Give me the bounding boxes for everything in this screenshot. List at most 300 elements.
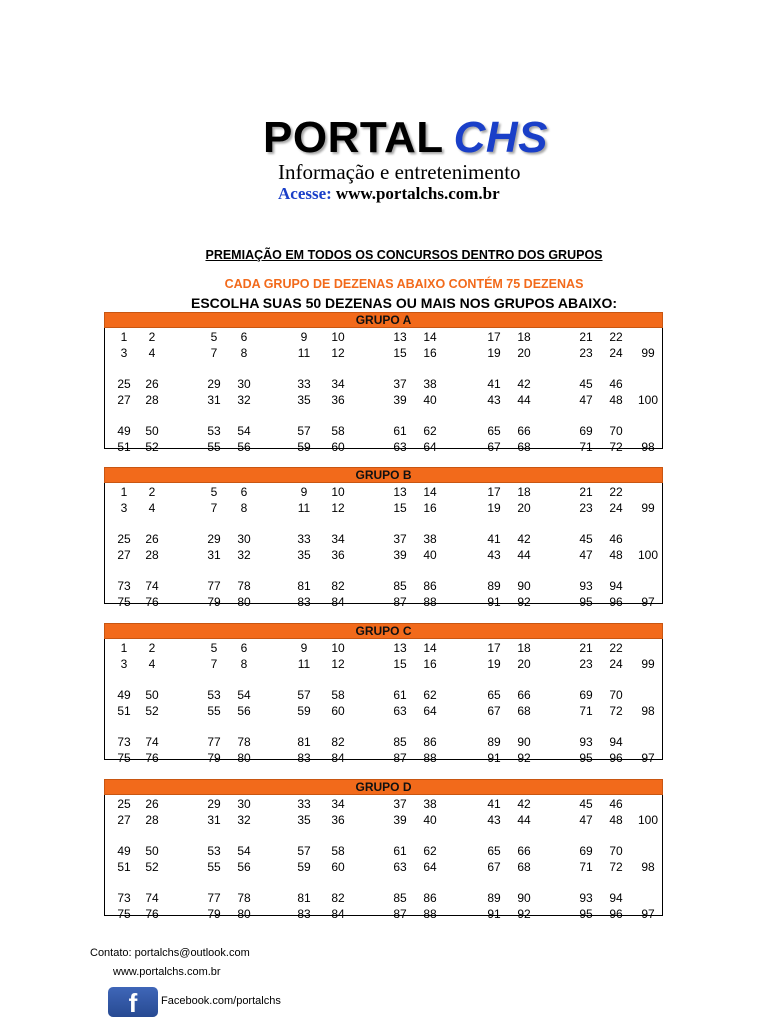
number-cell: 88 (423, 751, 437, 765)
number-cell: 38 (423, 797, 437, 811)
number-cell: 87 (393, 595, 407, 609)
number-cell: 22 (609, 330, 623, 344)
number-cell: 78 (237, 579, 251, 593)
group-title: GRUPO A (104, 312, 663, 328)
number-cell: 97 (641, 907, 655, 921)
number-cell: 42 (517, 797, 531, 811)
number-cell: 52 (145, 440, 159, 454)
number-cell: 36 (331, 813, 345, 827)
number-cell: 69 (579, 844, 593, 858)
group-numbers (104, 483, 663, 609)
number-cell: 47 (579, 393, 593, 407)
number-cell: 30 (237, 797, 251, 811)
number-cell: 53 (207, 688, 221, 702)
number-cell: 59 (297, 860, 311, 874)
number-cell: 59 (297, 704, 311, 718)
number-cell: 27 (117, 548, 131, 562)
number-cell: 97 (641, 595, 655, 609)
number-cell: 44 (517, 548, 531, 562)
logo-title-portal: PORTAL (263, 113, 444, 162)
number-cell: 5 (210, 485, 218, 499)
number-cell: 29 (207, 377, 221, 391)
number-cell: 72 (609, 704, 623, 718)
number-cell: 98 (641, 440, 655, 454)
number-cell: 33 (297, 377, 311, 391)
number-cell: 80 (237, 907, 251, 921)
number-cell: 76 (145, 751, 159, 765)
number-cell: 70 (609, 844, 623, 858)
logo-subtitle: Informação e entretenimento (278, 160, 521, 184)
number-cell: 7 (210, 657, 218, 671)
number-cell: 15 (393, 346, 407, 360)
number-cell: 13 (393, 485, 407, 499)
number-cell: 6 (240, 485, 248, 499)
number-cell: 86 (423, 579, 437, 593)
number-cell: 77 (207, 891, 221, 905)
number-cell: 10 (331, 485, 345, 499)
number-cell: 57 (297, 424, 311, 438)
headline-instructions: ESCOLHA SUAS 50 DEZENAS OU MAIS NOS GRUPOS ABAIXO: (190, 295, 617, 311)
number-cell: 81 (297, 891, 311, 905)
number-cell: 11 (297, 501, 311, 515)
number-cell: 22 (609, 641, 623, 655)
number-cell: 33 (297, 797, 311, 811)
number-cell: 39 (393, 813, 407, 827)
number-cell: 83 (297, 907, 311, 921)
number-cell: 67 (487, 704, 501, 718)
group-b (104, 467, 663, 609)
number-cell: 65 (487, 844, 501, 858)
number-cell: 14 (423, 641, 437, 655)
number-cell: 74 (145, 579, 159, 593)
number-cell: 99 (641, 657, 655, 671)
footer-contact[interactable]: Contato: portalchs@outlook.com (90, 947, 250, 959)
number-cell: 23 (579, 501, 593, 515)
number-cell: 40 (423, 813, 437, 827)
number-cell: 24 (609, 501, 623, 515)
number-cell: 86 (423, 891, 437, 905)
number-cell: 34 (331, 377, 345, 391)
number-cell: 18 (517, 485, 531, 499)
number-cell: 84 (331, 907, 345, 921)
number-cell: 44 (517, 813, 531, 827)
number-cell: 39 (393, 393, 407, 407)
number-cell: 28 (145, 548, 159, 562)
number-cell: 74 (145, 735, 159, 749)
number-cell: 77 (207, 579, 221, 593)
number-cell: 61 (393, 424, 407, 438)
number-cell: 7 (210, 501, 218, 515)
number-cell: 51 (117, 704, 131, 718)
number-cell: 58 (331, 424, 345, 438)
number-cell: 74 (145, 891, 159, 905)
number-cell: 10 (331, 641, 345, 655)
number-cell: 46 (609, 797, 623, 811)
number-cell: 59 (297, 440, 311, 454)
number-cell: 99 (641, 501, 655, 515)
number-cell: 45 (579, 532, 593, 546)
number-cell: 9 (300, 330, 308, 344)
number-cell: 4 (148, 346, 156, 360)
number-cell: 15 (393, 657, 407, 671)
number-cell: 71 (579, 440, 593, 454)
number-cell: 2 (148, 641, 156, 655)
number-cell: 1 (120, 641, 128, 655)
number-cell: 65 (487, 688, 501, 702)
number-cell: 49 (117, 688, 131, 702)
facebook-icon[interactable]: f (108, 987, 158, 1017)
headline-premiacao: PREMIAÇÃO EM TODOS OS CONCURSOS DENTRO DOS GRUPOS (205, 248, 603, 262)
number-cell: 71 (579, 860, 593, 874)
number-cell: 70 (609, 688, 623, 702)
number-cell: 38 (423, 377, 437, 391)
number-cell: 83 (297, 751, 311, 765)
number-cell: 4 (148, 657, 156, 671)
number-cell: 14 (423, 485, 437, 499)
number-cell: 75 (117, 595, 131, 609)
number-cell: 16 (423, 657, 437, 671)
number-cell: 13 (393, 641, 407, 655)
logo-url (278, 184, 500, 204)
number-cell: 21 (579, 485, 593, 499)
number-cell: 90 (517, 891, 531, 905)
number-cell: 54 (237, 844, 251, 858)
number-cell: 80 (237, 751, 251, 765)
number-cell: 98 (641, 860, 655, 874)
number-cell: 32 (237, 393, 251, 407)
number-cell: 35 (297, 548, 311, 562)
number-cell: 91 (487, 907, 501, 921)
number-cell: 66 (517, 424, 531, 438)
number-cell: 94 (609, 891, 623, 905)
number-cell: 16 (423, 346, 437, 360)
number-cell: 77 (207, 735, 221, 749)
number-cell: 18 (517, 330, 531, 344)
number-cell: 64 (423, 440, 437, 454)
number-cell: 56 (237, 704, 251, 718)
number-cell: 27 (117, 813, 131, 827)
number-cell: 46 (609, 532, 623, 546)
number-cell: 17 (487, 330, 501, 344)
number-cell: 18 (517, 641, 531, 655)
number-cell: 72 (609, 860, 623, 874)
number-cell: 21 (579, 641, 593, 655)
number-cell: 37 (393, 532, 407, 546)
number-cell: 42 (517, 532, 531, 546)
number-cell: 13 (393, 330, 407, 344)
number-cell: 82 (331, 735, 345, 749)
number-cell: 90 (517, 579, 531, 593)
number-cell: 46 (609, 377, 623, 391)
number-cell: 63 (393, 704, 407, 718)
number-cell: 14 (423, 330, 437, 344)
number-cell: 95 (579, 751, 593, 765)
number-cell: 84 (331, 595, 345, 609)
number-cell: 92 (517, 907, 531, 921)
number-cell: 26 (145, 377, 159, 391)
number-cell: 37 (393, 377, 407, 391)
number-cell: 38 (423, 532, 437, 546)
number-cell: 31 (207, 393, 221, 407)
number-cell: 97 (641, 751, 655, 765)
number-cell: 55 (207, 704, 221, 718)
number-cell: 53 (207, 844, 221, 858)
number-cell: 49 (117, 424, 131, 438)
group-numbers (104, 639, 663, 765)
number-cell: 62 (423, 844, 437, 858)
group-title: GRUPO D (104, 779, 663, 795)
number-cell: 92 (517, 751, 531, 765)
number-cell: 9 (300, 641, 308, 655)
number-cell: 56 (237, 860, 251, 874)
number-cell: 96 (609, 595, 623, 609)
number-cell: 11 (297, 346, 311, 360)
number-cell: 91 (487, 751, 501, 765)
number-cell: 76 (145, 907, 159, 921)
number-cell: 56 (237, 440, 251, 454)
number-cell: 89 (487, 579, 501, 593)
number-cell: 2 (148, 485, 156, 499)
number-cell: 5 (210, 330, 218, 344)
number-cell: 88 (423, 595, 437, 609)
number-cell: 37 (393, 797, 407, 811)
number-cell: 33 (297, 532, 311, 546)
number-cell: 17 (487, 641, 501, 655)
number-cell: 29 (207, 797, 221, 811)
number-cell: 83 (297, 595, 311, 609)
number-cell: 60 (331, 440, 345, 454)
number-cell: 16 (423, 501, 437, 515)
number-cell: 93 (579, 579, 593, 593)
number-cell: 43 (487, 813, 501, 827)
number-cell: 32 (237, 813, 251, 827)
number-cell: 7 (210, 346, 218, 360)
number-cell: 58 (331, 688, 345, 702)
number-cell: 79 (207, 595, 221, 609)
footer-website[interactable]: www.portalchs.com.br (113, 966, 221, 978)
number-cell: 66 (517, 844, 531, 858)
number-cell: 72 (609, 440, 623, 454)
number-cell: 89 (487, 891, 501, 905)
number-cell: 64 (423, 704, 437, 718)
number-cell: 94 (609, 579, 623, 593)
number-cell: 92 (517, 595, 531, 609)
logo-url-label: Acesse: (278, 184, 332, 203)
number-cell: 55 (207, 860, 221, 874)
number-cell: 50 (145, 844, 159, 858)
number-cell: 8 (240, 501, 248, 515)
number-cell: 87 (393, 907, 407, 921)
number-cell: 51 (117, 440, 131, 454)
number-cell: 86 (423, 735, 437, 749)
number-cell: 6 (240, 641, 248, 655)
number-cell: 85 (393, 891, 407, 905)
number-cell: 84 (331, 751, 345, 765)
number-cell: 57 (297, 688, 311, 702)
number-cell: 88 (423, 907, 437, 921)
number-cell: 60 (331, 704, 345, 718)
number-cell: 52 (145, 860, 159, 874)
number-cell: 34 (331, 532, 345, 546)
number-cell: 25 (117, 377, 131, 391)
number-cell: 57 (297, 844, 311, 858)
group-a (104, 312, 663, 454)
number-cell: 41 (487, 377, 501, 391)
number-cell: 51 (117, 860, 131, 874)
number-cell: 19 (487, 657, 501, 671)
logo-title-chs: CHS (453, 113, 549, 162)
number-cell: 68 (517, 440, 531, 454)
number-cell: 63 (393, 860, 407, 874)
number-cell: 73 (117, 579, 131, 593)
number-cell: 78 (237, 891, 251, 905)
number-cell: 26 (145, 797, 159, 811)
number-cell: 47 (579, 813, 593, 827)
number-cell: 41 (487, 532, 501, 546)
number-cell: 78 (237, 735, 251, 749)
number-cell: 1 (120, 485, 128, 499)
number-cell: 43 (487, 393, 501, 407)
number-cell: 19 (487, 346, 501, 360)
number-cell: 25 (117, 532, 131, 546)
number-cell: 95 (579, 907, 593, 921)
group-d (104, 779, 663, 921)
number-cell: 100 (637, 813, 659, 827)
number-cell: 12 (331, 657, 345, 671)
number-cell: 73 (117, 735, 131, 749)
number-cell: 45 (579, 797, 593, 811)
number-cell: 48 (609, 813, 623, 827)
number-cell: 50 (145, 688, 159, 702)
number-cell: 22 (609, 485, 623, 499)
number-cell: 31 (207, 813, 221, 827)
number-cell: 39 (393, 548, 407, 562)
number-cell: 76 (145, 595, 159, 609)
number-cell: 67 (487, 440, 501, 454)
number-cell: 42 (517, 377, 531, 391)
number-cell: 98 (641, 704, 655, 718)
number-cell: 73 (117, 891, 131, 905)
number-cell: 11 (297, 657, 311, 671)
number-cell: 36 (331, 548, 345, 562)
number-cell: 96 (609, 751, 623, 765)
number-cell: 36 (331, 393, 345, 407)
number-cell: 85 (393, 579, 407, 593)
number-cell: 82 (331, 891, 345, 905)
number-cell: 81 (297, 735, 311, 749)
number-cell: 54 (237, 424, 251, 438)
number-cell: 80 (237, 595, 251, 609)
number-cell: 61 (393, 688, 407, 702)
number-cell: 82 (331, 579, 345, 593)
number-cell: 75 (117, 751, 131, 765)
number-cell: 96 (609, 907, 623, 921)
number-cell: 35 (297, 393, 311, 407)
number-cell: 5 (210, 641, 218, 655)
number-cell: 12 (331, 346, 345, 360)
number-cell: 53 (207, 424, 221, 438)
number-cell: 3 (120, 346, 128, 360)
logo-title (263, 114, 548, 162)
number-cell: 47 (579, 548, 593, 562)
number-cell: 52 (145, 704, 159, 718)
number-cell: 43 (487, 548, 501, 562)
number-cell: 12 (331, 501, 345, 515)
number-cell: 30 (237, 532, 251, 546)
number-cell: 79 (207, 907, 221, 921)
group-c (104, 623, 663, 765)
group-title: GRUPO C (104, 623, 663, 639)
number-cell: 6 (240, 330, 248, 344)
number-cell: 70 (609, 424, 623, 438)
number-cell: 26 (145, 532, 159, 546)
number-cell: 64 (423, 860, 437, 874)
number-cell: 99 (641, 346, 655, 360)
number-cell: 1 (120, 330, 128, 344)
number-cell: 24 (609, 346, 623, 360)
number-cell: 41 (487, 797, 501, 811)
number-cell: 31 (207, 548, 221, 562)
number-cell: 93 (579, 891, 593, 905)
number-cell: 17 (487, 485, 501, 499)
headline-grupo-info: CADA GRUPO DE DEZENAS ABAIXO CONTÉM 75 DEZENAS (224, 277, 584, 291)
number-cell: 100 (637, 393, 659, 407)
number-cell: 75 (117, 907, 131, 921)
number-cell: 94 (609, 735, 623, 749)
number-cell: 71 (579, 704, 593, 718)
number-cell: 27 (117, 393, 131, 407)
number-cell: 8 (240, 657, 248, 671)
number-cell: 48 (609, 548, 623, 562)
logo-url-link[interactable]: www.portalchs.com.br (335, 184, 500, 203)
number-cell: 8 (240, 346, 248, 360)
number-cell: 48 (609, 393, 623, 407)
number-cell: 67 (487, 860, 501, 874)
group-title: GRUPO B (104, 467, 663, 483)
number-cell: 69 (579, 688, 593, 702)
number-cell: 28 (145, 393, 159, 407)
number-cell: 79 (207, 751, 221, 765)
number-cell: 34 (331, 797, 345, 811)
footer-facebook[interactable]: Facebook.com/portalchs (161, 995, 281, 1007)
number-cell: 21 (579, 330, 593, 344)
number-cell: 4 (148, 501, 156, 515)
number-cell: 3 (120, 657, 128, 671)
number-cell: 63 (393, 440, 407, 454)
number-cell: 65 (487, 424, 501, 438)
number-cell: 91 (487, 595, 501, 609)
number-cell: 90 (517, 735, 531, 749)
number-cell: 10 (331, 330, 345, 344)
number-cell: 62 (423, 424, 437, 438)
number-cell: 68 (517, 704, 531, 718)
number-cell: 87 (393, 751, 407, 765)
number-cell: 23 (579, 346, 593, 360)
number-cell: 44 (517, 393, 531, 407)
number-cell: 89 (487, 735, 501, 749)
number-cell: 35 (297, 813, 311, 827)
number-cell: 49 (117, 844, 131, 858)
number-cell: 32 (237, 548, 251, 562)
number-cell: 45 (579, 377, 593, 391)
number-cell: 30 (237, 377, 251, 391)
number-cell: 2 (148, 330, 156, 344)
group-numbers (104, 795, 663, 921)
number-cell: 25 (117, 797, 131, 811)
group-numbers (104, 328, 663, 454)
number-cell: 85 (393, 735, 407, 749)
number-cell: 20 (517, 657, 531, 671)
